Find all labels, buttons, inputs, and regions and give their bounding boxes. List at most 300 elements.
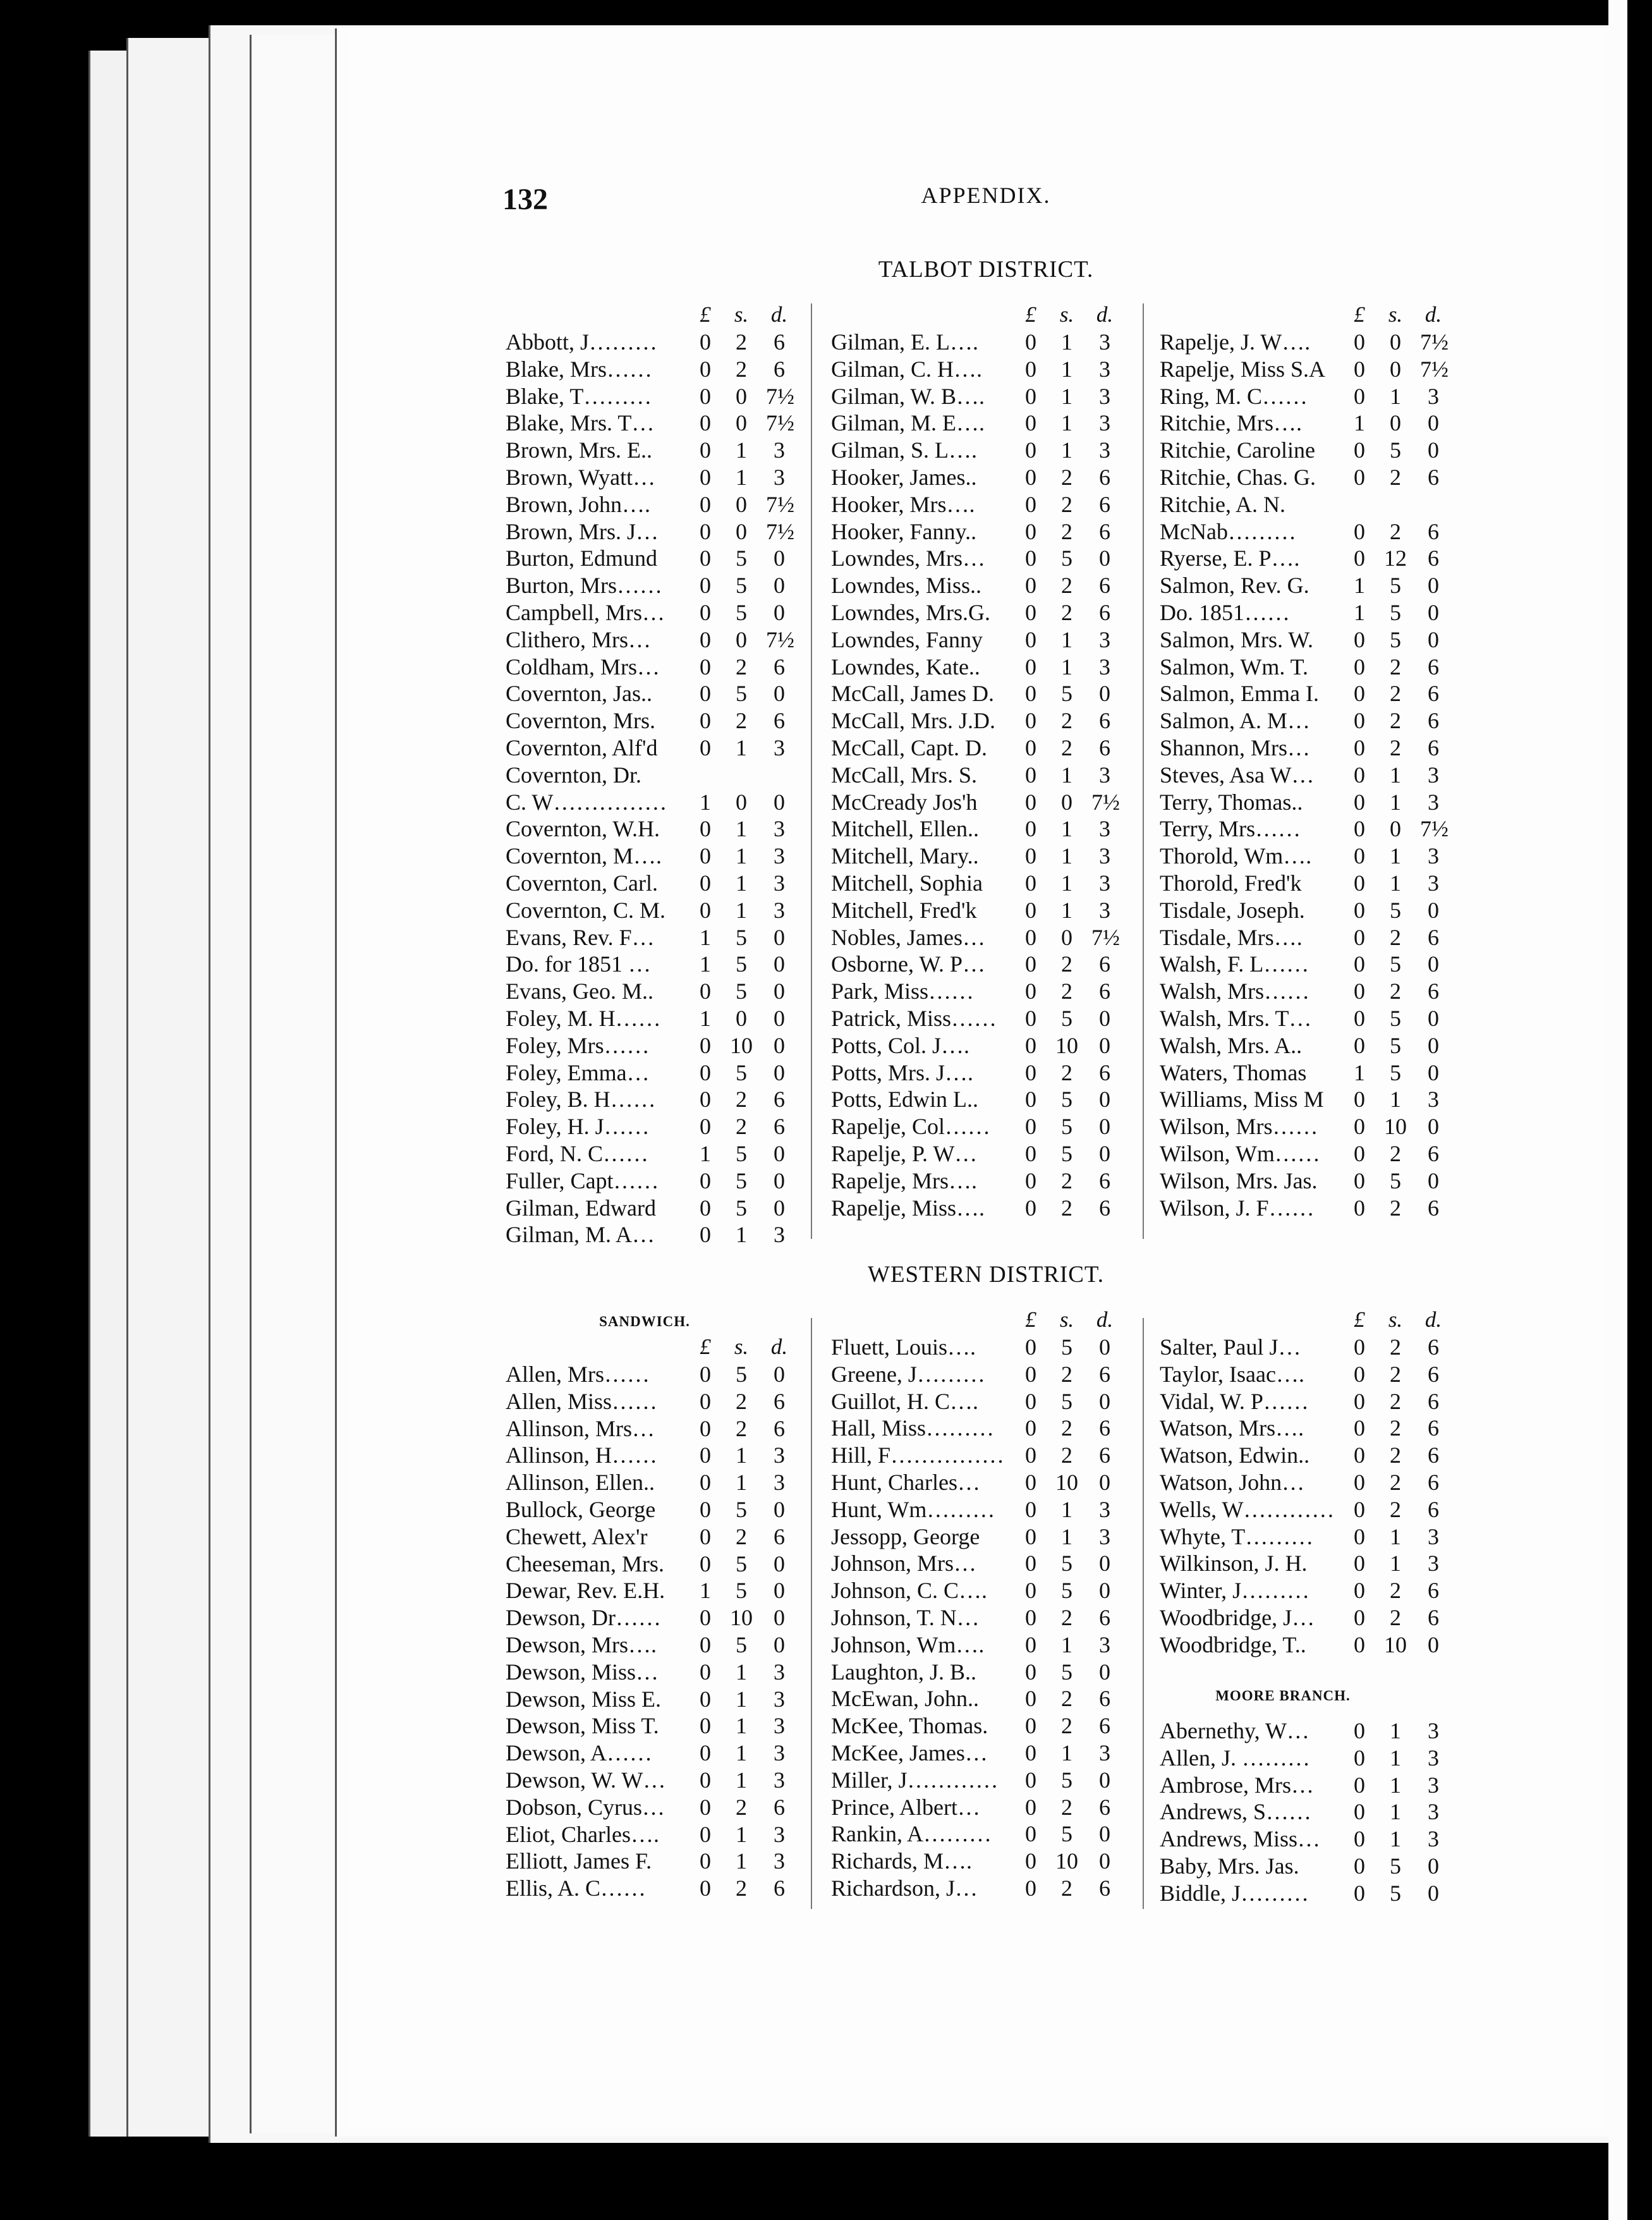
subscriber-row xyxy=(506,1140,803,1168)
pence-value: 3 xyxy=(774,1442,785,1468)
subscriber-row xyxy=(831,356,1128,383)
subscriber-row xyxy=(831,1334,1128,1361)
pounds-value: 0 xyxy=(1354,951,1365,977)
subscriber-row xyxy=(1160,1496,1457,1523)
subscriber-name: Brown, John…. xyxy=(506,491,651,517)
shillings-value: 1 xyxy=(736,1659,747,1685)
pounds-value: 0 xyxy=(1354,1496,1365,1522)
section-title-western: WESTERN DISTRICT. xyxy=(868,1262,1104,1288)
subscriber-name: Mitchell, Mary.. xyxy=(831,843,979,869)
subscriber-row xyxy=(1160,329,1457,356)
shillings-value: 2 xyxy=(736,1875,747,1901)
subscriber-row xyxy=(831,735,1128,762)
pounds-value: 0 xyxy=(1025,1087,1036,1113)
pounds-value: 0 xyxy=(700,573,711,599)
subscriber-name: Ritchie, A. N. xyxy=(1160,491,1285,517)
pounds-value: 0 xyxy=(1025,1496,1036,1522)
pounds-value: 0 xyxy=(700,1059,711,1085)
currency-header xyxy=(831,1307,1128,1334)
subscriber-row xyxy=(831,1059,1128,1087)
shillings-value: 2 xyxy=(1390,924,1401,950)
subscriber-row xyxy=(831,518,1128,546)
shillings-header: s. xyxy=(1059,302,1074,327)
subscriber-row xyxy=(831,762,1128,789)
subscriber-name: Johnson, C. C…. xyxy=(831,1578,988,1604)
pence-value: 0 xyxy=(774,681,785,707)
shillings-value: 5 xyxy=(736,979,747,1004)
subscriber-row xyxy=(831,1388,1128,1415)
pence-value: 6 xyxy=(774,1114,785,1140)
subscriber-row xyxy=(831,1086,1128,1113)
subscriber-name: Lowndes, Mrs.G. xyxy=(831,600,990,625)
subscriber-name: Mitchell, Fred'k xyxy=(831,897,977,923)
subscriber-row xyxy=(831,626,1128,654)
subscriber-row xyxy=(1160,1005,1457,1032)
pounds-value: 0 xyxy=(700,1875,711,1901)
subscriber-name: Allen, J. ……… xyxy=(1160,1745,1310,1771)
pounds-value: 1 xyxy=(1354,1059,1365,1085)
pence-value: 0 xyxy=(1428,897,1439,923)
subscriber-name: Winter, J……… xyxy=(1160,1578,1310,1604)
subscriber-row xyxy=(1160,491,1457,518)
subscriber-row xyxy=(1160,978,1457,1005)
shillings-value: 12 xyxy=(1384,546,1407,571)
pounds-value: 0 xyxy=(1025,1195,1036,1221)
subscriber-name: Gilman, C. H…. xyxy=(831,356,982,382)
pence-value: 6 xyxy=(774,329,785,355)
shillings-value: 1 xyxy=(1061,1740,1072,1766)
shillings-value: 1 xyxy=(1390,1087,1401,1113)
pence-value: 3 xyxy=(1099,843,1110,869)
shillings-value: 5 xyxy=(1390,897,1401,923)
subscriber-name: Elliott, James F. xyxy=(506,1848,652,1874)
subscriber-row xyxy=(831,654,1128,681)
subscriber-row xyxy=(831,1577,1128,1604)
subscriber-row xyxy=(506,1005,803,1032)
subscriber-row xyxy=(506,1686,803,1713)
subscriber-row xyxy=(1160,1140,1457,1168)
subscriber-row xyxy=(831,1195,1128,1222)
pounds-value: 0 xyxy=(1025,1523,1036,1549)
subscriber-name: Gilman, M. A… xyxy=(506,1222,655,1248)
subscriber-name: Clithero, Mrs… xyxy=(506,626,651,652)
pounds-value: 0 xyxy=(1354,816,1365,842)
shillings-value: 5 xyxy=(1390,437,1401,463)
subscriber-name: Wells, W………… xyxy=(1160,1496,1335,1522)
subscriber-name: Salmon, Mrs. W. xyxy=(1160,626,1314,652)
subscriber-name: Rapelje, Miss…. xyxy=(831,1195,985,1221)
pounds-value: 0 xyxy=(1354,1087,1365,1113)
pence-value: 3 xyxy=(1428,1718,1439,1743)
pounds-value: 0 xyxy=(1354,546,1365,571)
subscriber-row xyxy=(506,843,803,870)
pounds-value: 0 xyxy=(1025,681,1036,707)
subscriber-name: Allen, Mrs…… xyxy=(506,1362,650,1387)
subscriber-row xyxy=(506,1415,803,1442)
shillings-value: 2 xyxy=(1390,1195,1401,1221)
pence-value: 3 xyxy=(1099,437,1110,463)
shillings-value: 2 xyxy=(1061,1442,1072,1468)
pounds-value: 0 xyxy=(700,1388,711,1414)
shillings-value: 1 xyxy=(1061,816,1072,842)
pounds-value: 0 xyxy=(700,681,711,707)
subscriber-row xyxy=(831,1659,1128,1686)
pence-value: 3 xyxy=(1428,1772,1439,1798)
pence-value: 3 xyxy=(774,465,785,490)
pounds-value: 0 xyxy=(700,546,711,571)
pounds-value: 0 xyxy=(1354,1168,1365,1193)
subscriber-row xyxy=(831,383,1128,410)
pounds-value: 1 xyxy=(700,924,711,950)
subscriber-row xyxy=(506,762,803,789)
pence-value: 3 xyxy=(774,1713,785,1739)
pence-value: 3 xyxy=(1428,383,1439,409)
subscriber-name: Blake, T……… xyxy=(506,383,652,409)
subscriber-row xyxy=(1160,1550,1457,1577)
subscriber-row xyxy=(831,1523,1128,1551)
shillings-value: 2 xyxy=(736,1114,747,1140)
subscriber-name: Baby, Mrs. Jas. xyxy=(1160,1853,1299,1879)
shillings-value: 1 xyxy=(736,1740,747,1766)
pounds-value: 0 xyxy=(700,491,711,517)
subscriber-name: Shannon, Mrs… xyxy=(1160,735,1311,760)
pounds-value: 0 xyxy=(1025,1442,1036,1468)
pounds-value: 1 xyxy=(700,1006,711,1031)
pounds-value: 0 xyxy=(1354,681,1365,707)
sandwich-column-2 xyxy=(831,1307,1128,1940)
subscriber-row xyxy=(506,626,803,654)
pounds-value: 0 xyxy=(1354,1415,1365,1441)
shillings-header: s. xyxy=(1059,1307,1074,1332)
pence-value: 3 xyxy=(774,816,785,842)
shillings-value: 2 xyxy=(1390,979,1401,1004)
pence-value: 7½ xyxy=(1420,816,1449,842)
pounds-value: 0 xyxy=(1354,1141,1365,1166)
subscriber-name: Hooker, James.. xyxy=(831,465,977,490)
pence-value: 6 xyxy=(1099,1195,1110,1221)
subscriber-row xyxy=(506,897,803,924)
pence-header: d. xyxy=(1096,302,1114,327)
shillings-value: 1 xyxy=(736,437,747,463)
shillings-value: 1 xyxy=(736,843,747,869)
shillings-value: 5 xyxy=(1390,573,1401,599)
pounds-value: 0 xyxy=(1025,708,1036,734)
shillings-value: 1 xyxy=(1390,843,1401,869)
subscriber-row xyxy=(1160,572,1457,599)
subscriber-name: Covernton, Jas.. xyxy=(506,681,652,707)
pounds-value: 1 xyxy=(1354,573,1365,599)
subscriber-name: Salmon, Rev. G. xyxy=(1160,573,1309,599)
shillings-value: 2 xyxy=(1061,1361,1072,1387)
pence-value: 3 xyxy=(1428,1745,1439,1771)
subscriber-name: Chewett, Alex'r xyxy=(506,1523,648,1549)
subscriber-name: McKee, James… xyxy=(831,1740,988,1766)
pounds-value: 0 xyxy=(1025,1059,1036,1085)
shillings-value: 0 xyxy=(1390,410,1401,436)
shillings-value: 5 xyxy=(1061,1141,1072,1166)
shillings-value: 2 xyxy=(1390,1415,1401,1441)
pence-value: 0 xyxy=(774,1578,785,1604)
shillings-value: 1 xyxy=(736,1713,747,1739)
currency-header xyxy=(831,302,1128,329)
subscriber-row xyxy=(1160,1826,1457,1853)
pounds-value: 0 xyxy=(1025,1605,1036,1630)
pounds-value: 0 xyxy=(1354,979,1365,1004)
subscriber-name: Walsh, F. L…… xyxy=(1160,951,1309,977)
subscriber-row xyxy=(1160,1415,1457,1442)
pounds-value: 0 xyxy=(700,870,711,896)
talbot-column-3 xyxy=(1160,302,1457,1259)
subscriber-row xyxy=(831,1821,1128,1848)
pounds-value: 0 xyxy=(700,1686,711,1712)
subscriber-row xyxy=(1160,464,1457,491)
shillings-value: 1 xyxy=(1061,843,1072,869)
pence-value: 6 xyxy=(774,708,785,734)
pence-value: 0 xyxy=(1428,1880,1439,1906)
shillings-value: 2 xyxy=(1061,1713,1072,1739)
pounds-value: 0 xyxy=(1354,870,1365,896)
subscriber-name: Ryerse, E. P…. xyxy=(1160,546,1300,571)
pounds-value: 0 xyxy=(1025,410,1036,436)
pounds-value: 0 xyxy=(1025,654,1036,680)
subscriber-name: Abbott, J……… xyxy=(506,329,658,355)
pounds-value: 0 xyxy=(1025,1767,1036,1793)
shillings-value: 2 xyxy=(1390,1361,1401,1387)
pounds-value: 0 xyxy=(1025,465,1036,490)
subscriber-name: Osborne, W. P… xyxy=(831,951,986,977)
pounds-value: 0 xyxy=(1354,383,1365,409)
subscriber-name: Lowndes, Mrs… xyxy=(831,546,985,571)
subscriber-row xyxy=(1160,599,1457,626)
section-title-talbot: TALBOT DISTRICT. xyxy=(878,257,1094,283)
subscriber-name: Salmon, A. M… xyxy=(1160,708,1311,734)
subscriber-name: Eliot, Charles…. xyxy=(506,1821,659,1847)
subscriber-name: Prince, Albert… xyxy=(831,1794,980,1820)
shillings-value: 2 xyxy=(1390,1334,1401,1360)
pence-value: 3 xyxy=(1099,1740,1110,1766)
subscriber-row xyxy=(831,464,1128,491)
subscriber-row xyxy=(1160,1361,1457,1388)
pounds-value: 0 xyxy=(1025,329,1036,355)
subscriber-name: Allinson, H…… xyxy=(506,1442,658,1468)
pence-value: 0 xyxy=(1099,1659,1110,1685)
shillings-value: 1 xyxy=(736,1767,747,1793)
subscriber-name: Tisdale, Mrs…. xyxy=(1160,924,1303,950)
shillings-value: 2 xyxy=(1061,518,1072,544)
subscriber-name: Hill, F…………… xyxy=(831,1442,1005,1468)
subscriber-row xyxy=(1160,356,1457,383)
pounds-value: 0 xyxy=(1025,626,1036,652)
shillings-value: 1 xyxy=(1390,1551,1401,1577)
pounds-value: 0 xyxy=(1025,951,1036,977)
pence-value: 6 xyxy=(1099,1442,1110,1468)
pounds-value: 0 xyxy=(1354,1334,1365,1360)
shillings-value: 2 xyxy=(736,1523,747,1549)
shillings-value: 1 xyxy=(1390,1745,1401,1771)
pence-value: 0 xyxy=(1428,410,1439,436)
pence-value: 6 xyxy=(1099,1713,1110,1739)
subscriber-name: Dewson, Miss… xyxy=(506,1659,659,1685)
subscriber-name: Evans, Rev. F… xyxy=(506,924,655,950)
pounds-value: 0 xyxy=(1354,437,1365,463)
subsection-title-moore-branch: MOORE BRANCH. xyxy=(1215,1688,1351,1704)
shillings-value: 2 xyxy=(1390,518,1401,544)
shillings-value: 2 xyxy=(1061,491,1072,517)
pounds-value: 0 xyxy=(700,329,711,355)
subscriber-name: Foley, Mrs…… xyxy=(506,1032,650,1058)
pounds-value: 0 xyxy=(1354,1799,1365,1825)
pence-value: 3 xyxy=(1099,329,1110,355)
subscriber-row xyxy=(1160,545,1457,572)
subscriber-name: Foley, B. H…… xyxy=(506,1087,656,1113)
subscriber-row xyxy=(831,1442,1128,1469)
subsection-title-sandwich: SANDWICH. xyxy=(599,1314,690,1329)
pounds-value: 0 xyxy=(1354,1388,1365,1414)
subscriber-row xyxy=(1160,897,1457,924)
pence-value: 6 xyxy=(1099,735,1110,760)
subscriber-name: Mitchell, Sophia xyxy=(831,870,983,896)
subscriber-row xyxy=(506,599,803,626)
subscriber-row xyxy=(506,951,803,978)
pence-value: 0 xyxy=(1428,1168,1439,1193)
pounds-value: 0 xyxy=(1025,546,1036,571)
page-number: 132 xyxy=(502,183,548,216)
shillings-value: 2 xyxy=(736,708,747,734)
pounds-value: 0 xyxy=(700,626,711,652)
subscriber-row xyxy=(506,707,803,735)
pounds-value: 1 xyxy=(700,1578,711,1604)
pounds-value: 0 xyxy=(1354,1578,1365,1604)
pounds-value: 0 xyxy=(1354,518,1365,544)
subscriber-name: Hunt, Charles… xyxy=(831,1470,980,1495)
shillings-value: 2 xyxy=(736,654,747,680)
pence-value: 6 xyxy=(1099,465,1110,490)
shillings-value: 5 xyxy=(736,681,747,707)
pence-value: 0 xyxy=(1099,1087,1110,1113)
pounds-value: 0 xyxy=(1354,789,1365,815)
subscriber-name: McCall, Mrs. S. xyxy=(831,762,978,788)
pence-value: 0 xyxy=(1428,1853,1439,1879)
pounds-header: £ xyxy=(1025,1307,1036,1332)
shillings-value: 2 xyxy=(1061,735,1072,760)
subscriber-name: Thorold, Wm…. xyxy=(1160,843,1312,869)
pence-value: 6 xyxy=(1428,1141,1439,1166)
shillings-value: 5 xyxy=(1061,1659,1072,1685)
subscriber-row xyxy=(1160,383,1457,410)
moore-branch-column xyxy=(1160,1717,1457,1945)
shillings-value: 1 xyxy=(1061,410,1072,436)
subscriber-row xyxy=(831,1140,1128,1168)
subscriber-row xyxy=(1160,951,1457,978)
subscriber-row xyxy=(506,1821,803,1848)
shillings-value: 1 xyxy=(1390,1772,1401,1798)
pounds-value: 0 xyxy=(1025,1848,1036,1874)
subscriber-name: McCready Jos'h xyxy=(831,789,978,815)
pence-value: 3 xyxy=(1428,870,1439,896)
shillings-value: 2 xyxy=(1061,708,1072,734)
subscriber-row xyxy=(506,1113,803,1140)
shillings-value: 10 xyxy=(1055,1032,1078,1058)
pounds-value: 0 xyxy=(700,1415,711,1441)
subscriber-row xyxy=(506,815,803,843)
pounds-value: 0 xyxy=(700,1821,711,1847)
shillings-value: 2 xyxy=(1061,1686,1072,1712)
column-rule xyxy=(1143,303,1144,1239)
shillings-value: 2 xyxy=(1390,1388,1401,1414)
pounds-value: 0 xyxy=(1025,491,1036,517)
pounds-value: 0 xyxy=(1025,1032,1036,1058)
pounds-value: 0 xyxy=(700,1794,711,1820)
subscriber-name: Covernton, Dr. xyxy=(506,762,641,788)
pence-value: 3 xyxy=(1428,1087,1439,1113)
shillings-value: 1 xyxy=(736,1848,747,1874)
talbot-column-1 xyxy=(506,302,803,1286)
pounds-value: 0 xyxy=(700,1740,711,1766)
subscriber-name: Watson, John… xyxy=(1160,1470,1305,1495)
subscriber-name: Foley, Emma… xyxy=(506,1059,650,1085)
pounds-value: 0 xyxy=(700,1114,711,1140)
subscriber-row xyxy=(506,870,803,897)
subscriber-name: Rapelje, Miss S.A xyxy=(1160,356,1326,382)
subscriber-name: Covernton, Alf'd xyxy=(506,735,658,760)
subscriber-name: Vidal, W. P…… xyxy=(1160,1388,1309,1414)
subscriber-row xyxy=(506,1032,803,1059)
subscriber-row xyxy=(506,383,803,410)
pounds-value: 0 xyxy=(1025,897,1036,923)
subscriber-name: Rapelje, Mrs…. xyxy=(831,1168,977,1193)
pence-value: 0 xyxy=(774,1141,785,1166)
pounds-value: 1 xyxy=(1354,410,1365,436)
subscriber-row xyxy=(831,1032,1128,1059)
pounds-value: 0 xyxy=(1354,465,1365,490)
pounds-value: 0 xyxy=(1354,1006,1365,1031)
subscriber-name: Wilson, J. F…… xyxy=(1160,1195,1315,1221)
shillings-value: 5 xyxy=(1061,1767,1072,1793)
pounds-value: 0 xyxy=(700,1767,711,1793)
shillings-value: 2 xyxy=(736,1415,747,1441)
pounds-value: 0 xyxy=(1025,1821,1036,1847)
subscriber-row xyxy=(1160,1880,1457,1907)
subscriber-row xyxy=(831,1740,1128,1767)
subscriber-name: Ford, N. C…… xyxy=(506,1141,649,1166)
pounds-value: 0 xyxy=(700,1362,711,1387)
pence-value: 3 xyxy=(1099,1523,1110,1549)
subscriber-row xyxy=(1160,410,1457,437)
pounds-value: 0 xyxy=(700,1551,711,1577)
subscriber-name: Woodbridge, J… xyxy=(1160,1605,1315,1630)
pounds-value: 0 xyxy=(700,654,711,680)
shillings-value: 5 xyxy=(1390,1880,1401,1906)
shillings-value: 1 xyxy=(1061,1631,1072,1657)
shillings-value: 5 xyxy=(736,1578,747,1604)
shillings-value: 2 xyxy=(1061,1059,1072,1085)
talbot-column-2 xyxy=(831,302,1128,1259)
subscriber-name: McKee, Thomas. xyxy=(831,1713,988,1739)
pounds-value: 0 xyxy=(700,1442,711,1468)
pence-value: 6 xyxy=(1099,1415,1110,1441)
subscriber-row xyxy=(831,1469,1128,1496)
pounds-value: 0 xyxy=(700,1497,711,1522)
subscriber-row xyxy=(506,356,803,383)
shillings-value: 5 xyxy=(1390,626,1401,652)
subscriber-name: McEwan, John.. xyxy=(831,1686,979,1712)
pence-value: 6 xyxy=(1099,1361,1110,1387)
pounds-value: 0 xyxy=(1354,1032,1365,1058)
pence-value: 0 xyxy=(774,1632,785,1657)
shillings-value: 5 xyxy=(736,1195,747,1221)
subscriber-name: Coldham, Mrs… xyxy=(506,654,660,680)
subscriber-name: Biddle, J……… xyxy=(1160,1880,1309,1906)
